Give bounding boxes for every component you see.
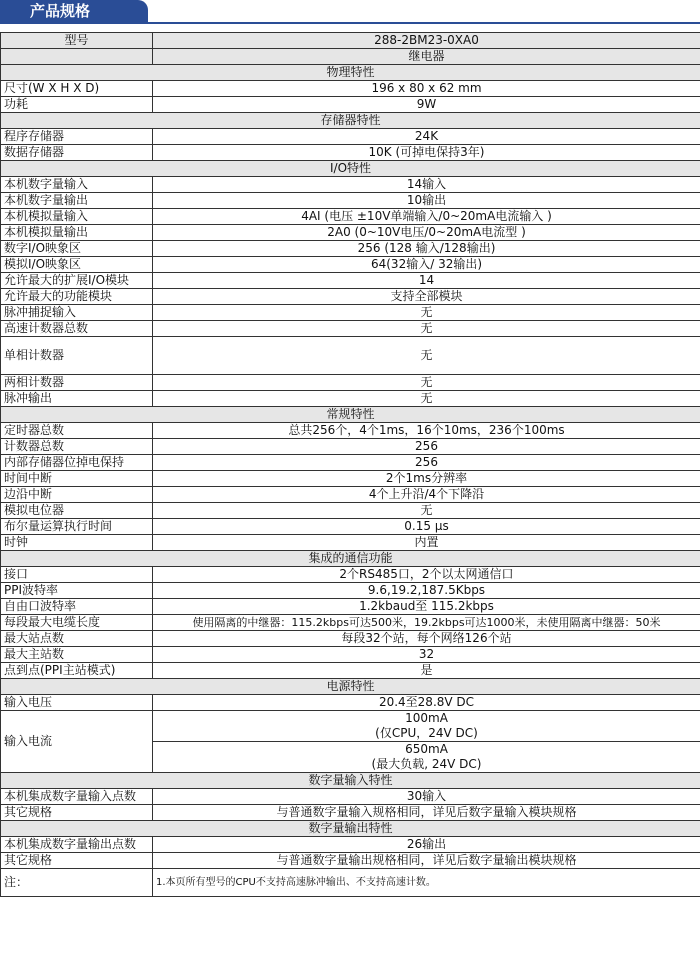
section-storage: 存储器特性: [1, 113, 700, 129]
table-cell: 边沿中断: [1, 487, 153, 503]
section-din: 数字量输入特性: [1, 773, 700, 789]
section-header: [1, 407, 700, 423]
table-cell: 无: [153, 337, 700, 375]
table-cell: 允许最大的功能模块: [1, 289, 153, 305]
table-cell: 点到点(PPI主站模式): [1, 663, 153, 679]
table-cell: 本机集成数字量输入点数: [1, 789, 153, 805]
table-cell: 输入电流: [1, 711, 153, 773]
table-cell: 本机集成数字量输出点数: [1, 837, 153, 853]
table-row: [1, 487, 700, 503]
table-cell: 26输出: [153, 837, 700, 853]
table-cell: 模拟电位器: [1, 503, 153, 519]
table-cell: [1, 49, 153, 65]
table-row: [1, 289, 700, 305]
table-cell: 4个上升沿/4个下降沿: [153, 487, 700, 503]
table-cell: 30输入: [153, 789, 700, 805]
section-header: [1, 821, 700, 837]
table-cell: 本机数字量输入: [1, 177, 153, 193]
table-row: [1, 375, 700, 391]
table-cell: 100mA: [153, 711, 700, 727]
table-row: [1, 663, 700, 679]
table-cell: 内置: [153, 535, 700, 551]
table-row: [1, 519, 700, 535]
table-cell: 程序存储器: [1, 129, 153, 145]
table-cell: 本机数字量输出: [1, 193, 153, 209]
section-dout: 数字量输出特性: [1, 821, 700, 837]
table-cell: 650mA: [153, 742, 700, 758]
table-cell: PPI波特率: [1, 583, 153, 599]
table-cell: 支持全部模块: [153, 289, 700, 305]
table-cell: 无: [153, 503, 700, 519]
section-header: [1, 679, 700, 695]
table-row: [1, 129, 700, 145]
table-cell: 时间中断: [1, 471, 153, 487]
table-cell: 最大站点数: [1, 631, 153, 647]
table-cell: 时钟: [1, 535, 153, 551]
table-cell: 其它规格: [1, 853, 153, 869]
table-row: [1, 567, 700, 583]
table-cell: 10K (可掉电保持3年): [153, 145, 700, 161]
table-row: [1, 711, 700, 727]
table-cell: 布尔量运算执行时间: [1, 519, 153, 535]
table-row: [1, 869, 700, 897]
table-cell: 其它规格: [1, 805, 153, 821]
table-row: [1, 503, 700, 519]
table-cell: 无: [153, 391, 700, 407]
table-cell: 0.15 μs: [153, 519, 700, 535]
section-header: [1, 773, 700, 789]
section-header: [1, 161, 700, 177]
table-cell: 定时器总数: [1, 423, 153, 439]
table-cell: (最大负载, 24V DC): [153, 757, 700, 773]
table-cell: 1.2kbaud至 115.2kbps: [153, 599, 700, 615]
table-row: [1, 455, 700, 471]
model-value: 288-2BM23-0XA0: [153, 33, 700, 49]
table-cell: 32: [153, 647, 700, 663]
table-cell: 14输入: [153, 177, 700, 193]
table-cell: 自由口波特率: [1, 599, 153, 615]
table-row: [1, 471, 700, 487]
table-cell: 无: [153, 305, 700, 321]
table-cell: 输入电压: [1, 695, 153, 711]
table-cell: 10输出: [153, 193, 700, 209]
table-row: [1, 305, 700, 321]
table-row: [1, 97, 700, 113]
table-cell: 64(32输入/ 32输出): [153, 257, 700, 273]
table-cell: 接口: [1, 567, 153, 583]
table-cell: 14: [153, 273, 700, 289]
table-row: [1, 805, 700, 821]
table-cell: 4AI (电压 ±10V单端输入/0~20mA电流输入 ): [153, 209, 700, 225]
section-comm: 集成的通信功能: [1, 551, 700, 567]
table-cell: 功耗: [1, 97, 153, 113]
table-row: [1, 853, 700, 869]
page-title: 产品规格: [0, 0, 148, 22]
table-row: [1, 193, 700, 209]
section-header: [1, 551, 700, 567]
table-row: [1, 439, 700, 455]
table-cell: 总共256个，4个1ms，16个10ms，236个100ms: [153, 423, 700, 439]
table-cell: 脉冲捕捉输入: [1, 305, 153, 321]
table-cell: 本机模拟量输出: [1, 225, 153, 241]
table-cell: 20.4至28.8V DC: [153, 695, 700, 711]
table-row: [1, 837, 700, 853]
table-row: [1, 177, 700, 193]
section-general: 常规特性: [1, 407, 700, 423]
title-bar: [0, 0, 700, 24]
table-cell: 9.6,19.2,187.5Kbps: [153, 583, 700, 599]
table-row: [1, 145, 700, 161]
table-cell: 数字I/O映象区: [1, 241, 153, 257]
table-cell: 是: [153, 663, 700, 679]
table-row: [1, 273, 700, 289]
table-cell: 无: [153, 321, 700, 337]
note-label: 注：: [1, 869, 153, 897]
model-label: 型号: [1, 33, 153, 49]
table-cell: 每段32个站，每个网络126个站: [153, 631, 700, 647]
table-cell: 与普通数字量输入规格相同，详见后数字量输入模块规格: [153, 805, 700, 821]
table-cell: 2个1ms分辨率: [153, 471, 700, 487]
table-cell: 256: [153, 455, 700, 471]
table-cell: 高速计数器总数: [1, 321, 153, 337]
table-row: [1, 391, 700, 407]
table-row: [1, 257, 700, 273]
table-cell: 256: [153, 439, 700, 455]
table-row: [1, 321, 700, 337]
table-row: [1, 535, 700, 551]
table-cell: 脉冲输出: [1, 391, 153, 407]
table-cell: 数据存储器: [1, 145, 153, 161]
table-cell: 单相计数器: [1, 337, 153, 375]
section-header: [1, 113, 700, 129]
table-cell: 内部存储器位掉电保持: [1, 455, 153, 471]
table-cell: 模拟I/O映象区: [1, 257, 153, 273]
table-cell: 计数器总数: [1, 439, 153, 455]
note-text: 1.本页所有型号的CPU不支持高速脉冲输出、不支持高速计数。: [153, 869, 700, 897]
table-row: [1, 423, 700, 439]
table-row: [1, 583, 700, 599]
table-row: [1, 647, 700, 663]
table-row: [1, 33, 700, 49]
section-physical: 物理特性: [1, 65, 700, 81]
title-underline: [0, 22, 700, 24]
table-cell: 196 x 80 x 62 mm: [153, 81, 700, 97]
table-row: [1, 599, 700, 615]
table-cell: 本机模拟量输入: [1, 209, 153, 225]
table-row: [1, 337, 700, 375]
spec-table: [0, 32, 700, 897]
table-row: [1, 695, 700, 711]
table-cell: 使用隔离的中继器：115.2kbps可达500米，19.2kbps可达1000米，未使用隔离中继器：50米: [153, 615, 700, 631]
table-cell: 2A0 (0~10V电压/0~20mA电流型 ): [153, 225, 700, 241]
table-cell: 24K: [153, 129, 700, 145]
table-cell: 无: [153, 375, 700, 391]
table-cell: 2个RS485口，2个以太网通信口: [153, 567, 700, 583]
table-cell: 每段最大电缆长度: [1, 615, 153, 631]
table-row: [1, 789, 700, 805]
table-cell: 两相计数器: [1, 375, 153, 391]
table-row: [1, 631, 700, 647]
table-cell: 与普通数字量输出规格相同，详见后数字量输出模块规格: [153, 853, 700, 869]
table-row: [1, 49, 700, 65]
table-cell: 尺寸(W X H X D): [1, 81, 153, 97]
table-row: [1, 225, 700, 241]
table-row: [1, 241, 700, 257]
table-row: [1, 615, 700, 631]
table-row: [1, 81, 700, 97]
table-cell: 9W: [153, 97, 700, 113]
table-cell: 最大主站数: [1, 647, 153, 663]
table-cell: 允许最大的扩展I/O模块: [1, 273, 153, 289]
table-row: [1, 209, 700, 225]
table-cell: (仅CPU，24V DC): [153, 726, 700, 742]
section-header: [1, 65, 700, 81]
type-value: 继电器: [153, 49, 700, 65]
table-cell: 256 (128 输入/128输出): [153, 241, 700, 257]
section-power: 电源特性: [1, 679, 700, 695]
section-io: I/O特性: [1, 161, 700, 177]
